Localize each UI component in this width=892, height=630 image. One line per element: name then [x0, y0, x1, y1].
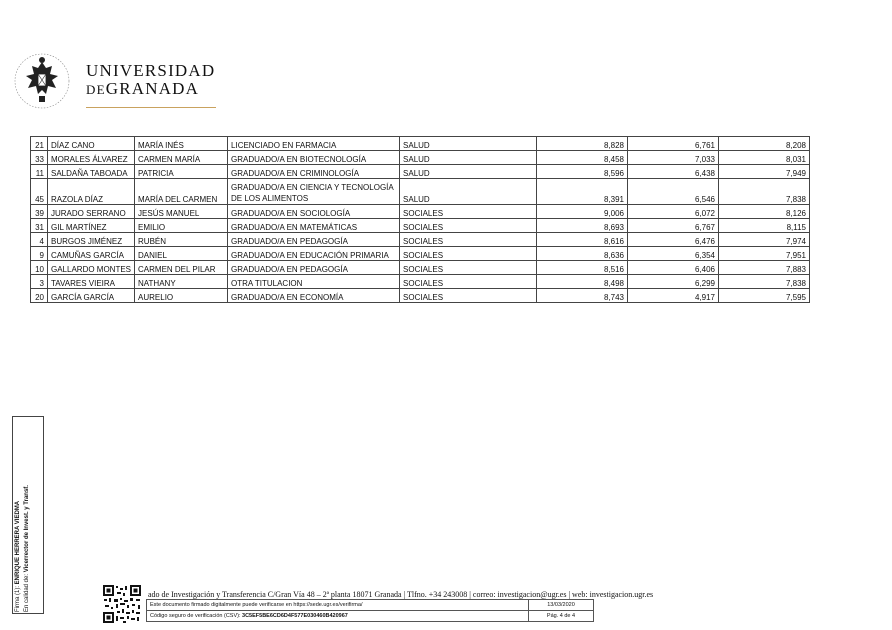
- surname-cell: MORALES ÁLVAREZ: [48, 151, 135, 165]
- footer-address: ado de Investigación y Transferencia C/Gran Vía 48 – 2ª planta 18071 Granada | Tlfno. +34 243008 | correo: investigacion@ugr.es | web: investigacion.ugr.es: [148, 590, 654, 599]
- qr-code-icon: [102, 584, 142, 624]
- branch-cell: SOCIALES: [400, 261, 537, 275]
- verify-text: Este documento firmado digitalmente puede verificarse en https://sede.ugr.es/verifirma/: [147, 600, 529, 611]
- degree-cell: GRADUADO/A EN MATEMÁTICAS: [228, 219, 400, 233]
- signature-text: [14, 418, 32, 612]
- verification-row: [147, 600, 594, 611]
- csv-code: 3C5EF5BE6CD6D4F577E030460B420967: [242, 613, 348, 619]
- score3-cell: 8,115: [719, 219, 810, 233]
- row-number: 33: [31, 151, 48, 165]
- branch-cell: SOCIALES: [400, 219, 537, 233]
- score1-cell: 8,498: [537, 275, 628, 289]
- score1-cell: 8,596: [537, 165, 628, 179]
- score3-cell: 7,949: [719, 165, 810, 179]
- surname-cell: GARCÍA GARCÍA: [48, 289, 135, 303]
- row-number: 9: [31, 247, 48, 261]
- verification-row: [147, 611, 594, 622]
- branch-cell: SOCIALES: [400, 205, 537, 219]
- row-number: 11: [31, 165, 48, 179]
- score2-cell: 6,761: [628, 137, 719, 151]
- score1-cell: 8,458: [537, 151, 628, 165]
- branch-cell: SALUD: [400, 179, 537, 205]
- score2-cell: 6,406: [628, 261, 719, 275]
- name-cell: CARMEN DEL PILAR: [135, 261, 228, 275]
- degree-cell: GRADUADO/A EN BIOTECNOLOGÍA: [228, 151, 400, 165]
- score3-cell: 7,595: [719, 289, 810, 303]
- university-name-line1: UNIVERSIDAD: [86, 61, 216, 80]
- table-row: [31, 275, 810, 289]
- score2-cell: 4,917: [628, 289, 719, 303]
- score2-cell: 6,299: [628, 275, 719, 289]
- degree-cell: OTRA TITULACION: [228, 275, 400, 289]
- name-cell: MARÍA DEL CARMEN: [135, 179, 228, 205]
- table-row: [31, 247, 810, 261]
- surname-cell: SALDAÑA TABOADA: [48, 165, 135, 179]
- table-row: [31, 137, 810, 151]
- university-name-line2: [86, 80, 215, 99]
- row-number: 4: [31, 233, 48, 247]
- signature-calidad-label: En calidad de:: [24, 573, 30, 612]
- university-crest-logo: [12, 50, 76, 112]
- page-number: Pág. 4 de 4: [529, 611, 594, 622]
- table-row: [31, 261, 810, 275]
- name-cell: NATHANY: [135, 275, 228, 289]
- row-number: 3: [31, 275, 48, 289]
- surname-cell: BURGOS JIMÉNEZ: [48, 233, 135, 247]
- score3-cell: 7,838: [719, 275, 810, 289]
- score3-cell: 8,208: [719, 137, 810, 151]
- degree-cell: GRADUADO/A EN ECONOMÍA: [228, 289, 400, 303]
- score3-cell: 8,031: [719, 151, 810, 165]
- degree-cell: GRADUADO/A EN EDUCACIÓN PRIMARIA: [228, 247, 400, 261]
- score3-cell: 7,838: [719, 179, 810, 205]
- degree-cell: GRADUADO/A EN PEDAGOGÍA: [228, 233, 400, 247]
- name-cell: PATRICIA: [135, 165, 228, 179]
- signature-firma-name: ENRIQUE HERRERA VIEDMA: [15, 500, 21, 585]
- name-cell: JESÚS MANUEL: [135, 205, 228, 219]
- surname-cell: JURADO SERRANO: [48, 205, 135, 219]
- degree-cell: GRADUADO/A EN PEDAGOGÍA: [228, 261, 400, 275]
- surname-cell: CAMUÑAS GARCÍA: [48, 247, 135, 261]
- name-cell: CARMEN MARÍA: [135, 151, 228, 165]
- table-row: [31, 165, 810, 179]
- table-row: [31, 233, 810, 247]
- row-number: 20: [31, 289, 48, 303]
- score2-cell: 6,476: [628, 233, 719, 247]
- surname-cell: GIL MARTÍNEZ: [48, 219, 135, 233]
- branch-cell: SOCIALES: [400, 233, 537, 247]
- results-table: [30, 136, 810, 303]
- name-cell: EMILIO: [135, 219, 228, 233]
- degree-cell: GRADUADO/A EN CRIMINOLOGÍA: [228, 165, 400, 179]
- csv-label: Código seguro de verificación (CSV):: [150, 613, 241, 619]
- score1-cell: 8,743: [537, 289, 628, 303]
- score2-cell: 6,072: [628, 205, 719, 219]
- score3-cell: 7,883: [719, 261, 810, 275]
- surname-cell: GALLARDO MONTES: [48, 261, 135, 275]
- score1-cell: 8,636: [537, 247, 628, 261]
- degree-cell: GRADUADO/A EN CIENCIA Y TECNOLOGÍA DE LOS ALIMENTOS: [228, 179, 400, 205]
- row-number: 45: [31, 179, 48, 205]
- table-row: [31, 219, 810, 233]
- score3-cell: 7,974: [719, 233, 810, 247]
- score3-cell: 8,126: [719, 205, 810, 219]
- score1-cell: 8,391: [537, 179, 628, 205]
- signature-firma-line: [14, 418, 23, 612]
- score2-cell: 7,033: [628, 151, 719, 165]
- verify-csv: [147, 611, 529, 622]
- table-row: [31, 289, 810, 303]
- branch-cell: SALUD: [400, 151, 537, 165]
- score2-cell: 6,546: [628, 179, 719, 205]
- degree-cell: LICENCIADO EN FARMACIA: [228, 137, 400, 151]
- score1-cell: 8,516: [537, 261, 628, 275]
- signature-firma-label: Firma (1):: [15, 586, 21, 612]
- score1-cell: 8,693: [537, 219, 628, 233]
- score1-cell: 8,828: [537, 137, 628, 151]
- name-cell: AURELIO: [135, 289, 228, 303]
- table-row: [31, 151, 810, 165]
- name-cell: RUBÉN: [135, 233, 228, 247]
- university-name-granada: GRANADA: [105, 79, 200, 98]
- score2-cell: 6,354: [628, 247, 719, 261]
- score3-cell: 7,951: [719, 247, 810, 261]
- name-cell: MARÍA INÉS: [135, 137, 228, 151]
- table-row: [31, 179, 810, 205]
- university-name-de: DE: [86, 82, 106, 97]
- branch-cell: SOCIALES: [400, 247, 537, 261]
- university-name: [86, 62, 215, 99]
- score1-cell: 8,616: [537, 233, 628, 247]
- branch-cell: SOCIALES: [400, 289, 537, 303]
- branch-cell: SOCIALES: [400, 275, 537, 289]
- surname-cell: TAVARES VIEIRA: [48, 275, 135, 289]
- surname-cell: RAZOLA DÍAZ: [48, 179, 135, 205]
- degree-cell: GRADUADO/A EN SOCIOLOGÍA: [228, 205, 400, 219]
- table-row: [31, 205, 810, 219]
- row-number: 39: [31, 205, 48, 219]
- name-cell: DANIEL: [135, 247, 228, 261]
- score2-cell: 6,438: [628, 165, 719, 179]
- signature-calidad-line: [23, 418, 32, 612]
- branch-cell: SALUD: [400, 165, 537, 179]
- verification-table: [146, 599, 594, 622]
- header-divider: [86, 107, 216, 108]
- row-number: 10: [31, 261, 48, 275]
- score2-cell: 6,767: [628, 219, 719, 233]
- surname-cell: DÍAZ CANO: [48, 137, 135, 151]
- signature-calidad-value: Vicerrector de Invest. y Transf.: [24, 485, 30, 573]
- branch-cell: SALUD: [400, 137, 537, 151]
- verify-date: 13/03/2020: [529, 600, 594, 611]
- row-number: 31: [31, 219, 48, 233]
- row-number: 21: [31, 137, 48, 151]
- score1-cell: 9,006: [537, 205, 628, 219]
